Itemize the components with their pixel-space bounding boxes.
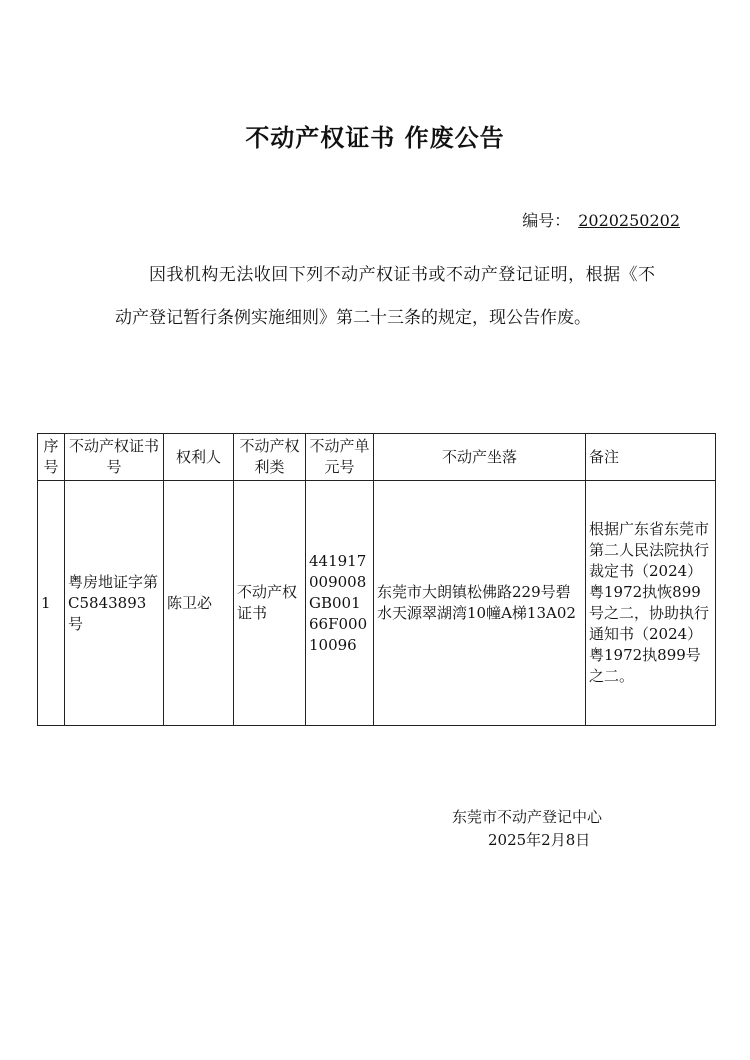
cell-right-type: 不动产权证书 (234, 481, 306, 726)
document-number-value: 2020250202 (578, 211, 680, 230)
document-title: 不动产权证书 作废公告 (245, 124, 505, 152)
announcement-body: 因我机构无法收回下列不动产权证书或不动产登记证明，根据《不动产登记暂行条例实施细则》第二十三条的规定，现公告作废。 (115, 265, 655, 328)
cell-seq: 1 (38, 481, 65, 726)
header-location: 不动产坐落 (374, 434, 586, 481)
cell-remark: 根据广东省东莞市第二人民法院执行裁定书（2024）粤1972执恢899号之二，协助执行通知书（2024）粤1972执899号之二。 (586, 481, 716, 726)
header-unit-no: 不动产单元号 (306, 434, 374, 481)
document-number (522, 208, 680, 231)
cell-location: 东莞市大朗镇松佛路229号碧水天源翠湖湾10幢A梯13A02 (374, 481, 586, 726)
header-cert-no: 不动产权证书号 (65, 434, 164, 481)
issue-date: 2025年2月8日 (488, 831, 591, 849)
table-header-row (38, 434, 716, 481)
header-seq: 序号 (38, 434, 65, 481)
cell-holder: 陈卫必 (164, 481, 234, 726)
table-row (38, 481, 716, 726)
header-right-type: 不动产权利类 (234, 434, 306, 481)
void-certificate-table (37, 433, 716, 726)
cell-cert-no: 粤房地证字第C5843893号 (65, 481, 164, 726)
document-number-label: 编号： (522, 211, 571, 230)
header-holder: 权利人 (164, 434, 234, 481)
cell-unit-no: 441917009008GB00166F00010096 (306, 481, 374, 726)
header-remark: 备注 (586, 434, 716, 481)
issuing-authority: 东莞市不动产登记中心 (452, 808, 603, 826)
